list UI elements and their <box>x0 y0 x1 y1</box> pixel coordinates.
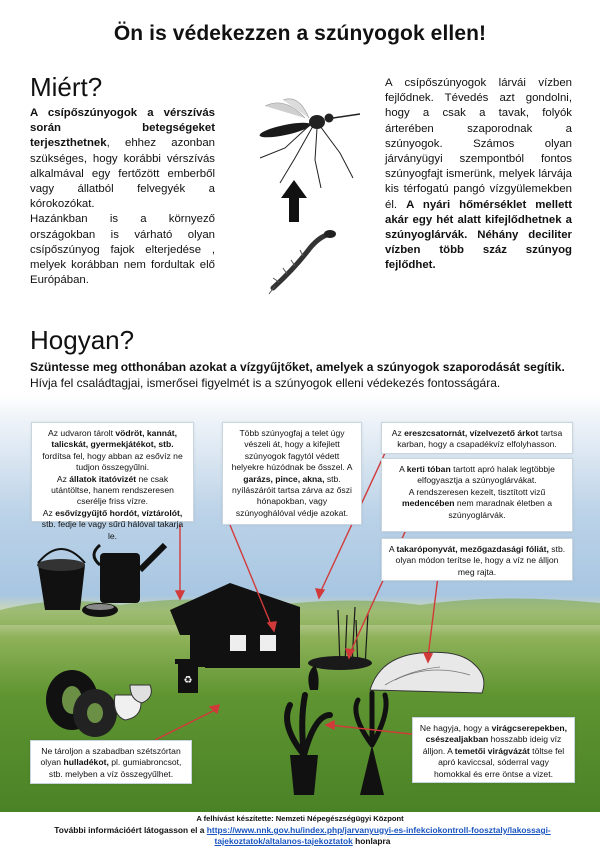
box1-text5: Az <box>42 507 56 518</box>
bucket-icon <box>37 549 85 610</box>
box4-bold1: kerti tóban <box>406 464 451 474</box>
box5-text2: stb. olyan módon terítse le, hogy a víz ne álljon meg rajta. <box>395 544 566 577</box>
info-box-pond <box>381 458 573 532</box>
box1-text1: Az udvaron tárolt <box>48 428 116 438</box>
miert-paragraph-1 <box>30 106 215 212</box>
info-box-tarp <box>381 538 573 581</box>
footer-info <box>30 825 575 847</box>
miert-p1-bold: A csípőszúnyogok a vérszívás során betegségeket terjeszthetnek <box>30 107 215 150</box>
up-arrow-icon <box>281 180 307 222</box>
mosquito-icon <box>259 99 360 188</box>
vase-icon <box>356 693 386 795</box>
info-box-waste <box>30 740 192 784</box>
box3-text2: tartsa karban, hogy a csapadékvíz elfolyhasson. <box>397 428 563 450</box>
box1-text6: stb. fedje le vagy sűrű hálóval takarja le. <box>41 519 184 541</box>
info-box-flowerpots <box>412 717 575 783</box>
larva-text: A csípőszúnyogok lárvái vízben fejlődnek. Tévedés azt gondolni, hogy a csak a tavak, folyók árterében szaporodnak a szúnyogok. Számos olyan járványügyi szempontból fontos szúnyogfajt ismerünk, melyek lárvája kis térfogatú pangó vízgyülemekben él. <box>385 77 572 211</box>
box1-text2: fordítsa fel, hogy abban az esővíz ne tudjon összegyűlni. <box>42 450 183 473</box>
box4-text1: A <box>399 464 407 474</box>
mosquito-lifecycle-illustration <box>225 88 375 303</box>
page-title: Ön is védekezzen a szúnyogok ellen! <box>113 22 487 45</box>
larva-info-text <box>385 76 572 274</box>
box3-bold1: ereszcsatornát, vízelvezető árkot <box>404 428 539 438</box>
box1-bold1: vödröt, kannát, talicskát, gyermekjátékot, stb. <box>51 428 177 450</box>
tire-icon <box>46 670 117 737</box>
box4-bold2: medencében <box>401 498 455 509</box>
larva-bold-text: A nyári hőmérséklet mellett akár egy hét alatt kifejlődhetnek a szúnyoglárvák. Néhány deciliter vízben több száz szúnyog fejlődhet. <box>385 198 572 272</box>
box7-text1: Ne hagyja, hogy a <box>419 723 492 733</box>
trash-bag-icon <box>114 685 151 720</box>
box7-bold2: temetői virágvázát <box>454 745 530 756</box>
plant-pot-icon <box>287 695 330 795</box>
info-box-gutter <box>381 422 573 454</box>
box6-text1: Ne tároljon a szabadban szétszórtan olyan <box>40 746 181 768</box>
box1-text4: ne csak utántöltse, hanem rendszeresen cserélje friss vízre. <box>51 473 174 507</box>
box4-text3: A rendszeresen kezelt, tisztított vizű <box>408 486 546 497</box>
garden-pond-icon <box>308 656 372 670</box>
footer-suffix: honlapra <box>352 836 391 846</box>
watering-can-icon <box>94 545 165 603</box>
footer-link[interactable]: https://www.nnk.gov.hu/index.php/jarvanyugyi-es-infekciokontroll-foosztaly/lakossagi-tajekoztatok/altalanos-tajekoztatok <box>206 825 551 846</box>
box4-text4: nem maradnak életben a szúnyoglárvák. <box>448 498 552 520</box>
box7-text2: hosszabb ideig víz álljon. A <box>422 734 562 756</box>
box5-bold1: takaróponyvát, mezőgazdasági fóliát, <box>396 544 549 554</box>
garden-scene <box>0 395 600 812</box>
miert-p1-text: , ehhez azonban szükséges, hogy korábbi vérszívás alkalmával egy fertőzött emberből vagy állatból felvegyék a kórokozókat. <box>30 137 215 211</box>
box2-text2: stb. nyílászáróit tartsa zárva az őszi hónapokban, vagy szúnyoghálóval védje azokat. <box>232 473 352 518</box>
larva-icon <box>269 230 336 294</box>
section-heading-miert: Miért? <box>30 72 103 102</box>
section-heading-hogyan: Hogyan? <box>30 325 135 355</box>
box1-bold2: állatok itatóvizét <box>69 473 137 484</box>
box2-text1: Több szúnyogfaj a telet úgy vészeli át, hogy a kifejlett szúnyogok fagytól védett helyekre húzódnak be ősszel. A <box>231 428 353 473</box>
hogyan-intro <box>30 359 580 391</box>
box1-bold3: esővízgyűjtő hordót, víztárolót, <box>55 507 183 518</box>
miert-paragraph-2: Hazánkban is a környező országokban is várható olyan csípőszúnyog fajok elterjedése , melyek korábban nem fordultak elő Európában. <box>30 213 215 287</box>
house-icon <box>170 583 300 668</box>
footer-credit: A felhívást készítette: Nemzeti Népegészségügyi Központ <box>196 814 404 823</box>
box6-bold1: hulladékot, <box>63 757 109 768</box>
box7-text3: töltse fel apró kaviccsal, sóderral vagy homokkal és erre öntse a vizet. <box>434 745 565 779</box>
hogyan-line-2: Hívja fel családtagjai, ismerősei figyelmét is a szúnyogok elleni védekezés fontosságára. <box>30 376 501 390</box>
miert-text <box>30 106 215 288</box>
box3-text1: Az <box>391 428 405 438</box>
hogyan-line-1: Szüntesse meg otthonában azokat a vízgyűjtőket, amelyek a szúnyogok szaporodását segítik. <box>30 360 565 374</box>
box7-bold1: virágcserepekben, csészealjakban <box>425 723 568 745</box>
svg-text:♻: ♻ <box>183 675 193 686</box>
info-box-containers <box>31 422 194 541</box>
recycle-bin-icon <box>175 659 201 693</box>
dog-bowl-icon <box>82 603 118 617</box>
box5-text1: A <box>388 544 397 554</box>
box4-text2: tartott apró halak legtöbbje elfogyasztja a szúnyoglárvákat. <box>417 464 555 486</box>
info-box-wintering <box>222 422 362 525</box>
footer-prefix: További információért látogasson el a <box>54 825 207 835</box>
small-plant-icon <box>308 665 318 690</box>
box6-text2: pl. gumiabroncsot, stb. melyben a víz összegyűlhet. <box>48 757 182 779</box>
larva-paragraph <box>385 76 572 274</box>
box2-bold1: garázs, pince, akna, <box>243 473 325 484</box>
box1-text3: Az <box>56 473 70 484</box>
